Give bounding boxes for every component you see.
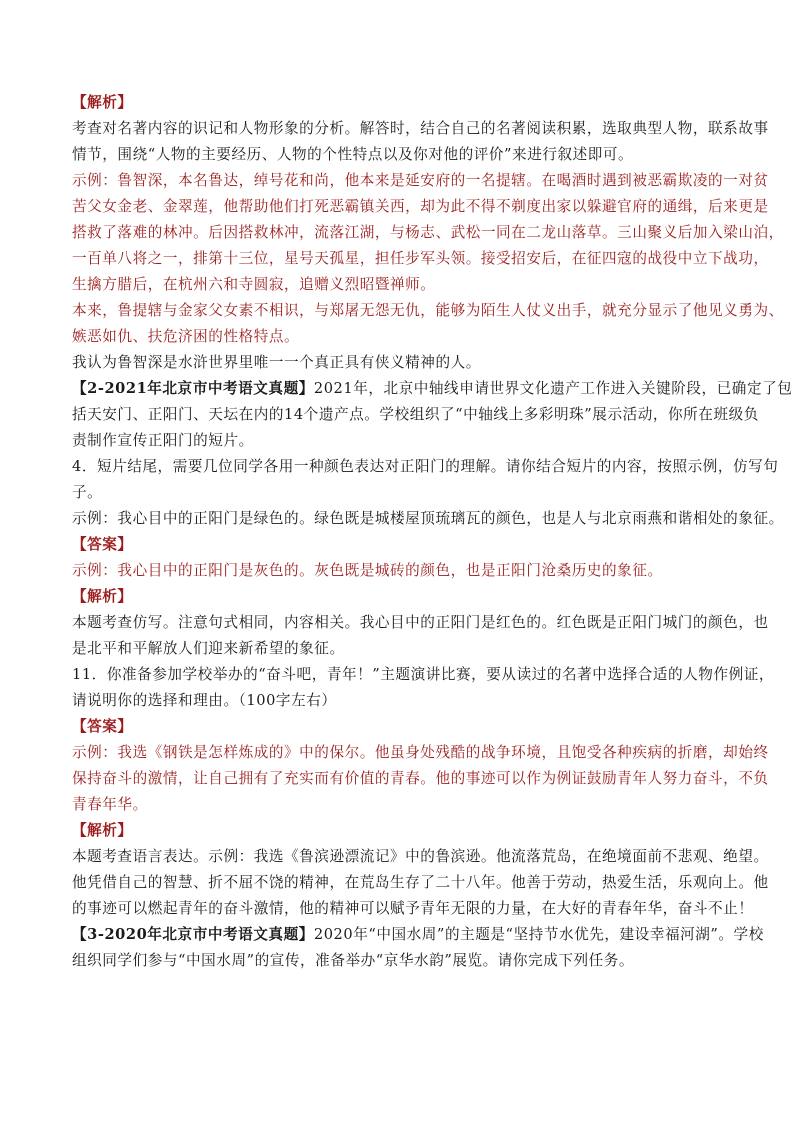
analysis-text-line: 生擒方腊后，在杭州六和寺圆寂，追赠义烈昭暨禅师。 [72, 276, 436, 293]
question-4-line: 子。 [72, 484, 103, 501]
question-11-line: 请说明你的选择和理由。（100字左右） [72, 692, 337, 709]
question-11-analysis-line: 的事迹可以燃起青年的奋斗激情，他的精神可以赋予青年无限的力量，在大好的青春年华，奋斗不止！ [72, 900, 754, 917]
question-intro-line: 组织同学们参与“中国水周”的宣传，准备举办“京华水韵”展览。请你完成下列任务。 [72, 952, 635, 969]
question-intro-text: 2020年“中国水周”的主题是“坚持节水优先，建设幸福河湖”。学校 [313, 926, 764, 943]
analysis-text-line: 考查对名著内容的识记和人物形象的分析。解答时，结合自己的名著阅读积累，选取典型人物，联系故事 [72, 120, 769, 137]
question-intro-line [72, 376, 793, 402]
question-4-line: 4．短片结尾，需要几位同学各用一种颜色表达对正阳门的理解。请你结合短片的内容，按照示例，仿写句 [72, 458, 779, 475]
analysis-heading: 【解析】 [72, 588, 133, 605]
question-11-analysis-line: 他凭借自己的智慧、折不屈不饶的精神，在荒岛生存了二十八年。他善于劳动，热爱生活，乐观向上。他 [72, 874, 769, 891]
analysis-text-line: 搭救了落难的林冲。后因搭救林冲，流落江湖，与杨志、武松一同在二龙山落草。三山聚义后加入梁山泊， [72, 224, 784, 241]
document-page [72, 90, 793, 974]
question-4-example: 示例：我心目中的正阳门是绿色的。绿色既是城楼屋顶琉璃瓦的颜色，也是人与北京雨燕和谐相处的象征。 [72, 510, 784, 527]
question-11-answer-line: 保持奋斗的激情，让自己拥有了充实而有价值的青春。他的事迹可以作为例证鼓励青年人努力奋斗，不负 [72, 770, 769, 787]
question-4-analysis-line: 本题考查仿写。注意句式相同，内容相关。我心目中的正阳门是红色的。红色既是正阳门城门的颜色，也 [72, 614, 769, 631]
analysis-text-line: 一百单八将之一，排第十三位，星号天孤星，担任步军头领。接受招安后，在征四寇的战役中立下战功， [72, 250, 769, 267]
question-4-analysis-line: 是北平和平解放人们迎来新希望的象征。 [72, 640, 345, 657]
analysis-heading: 【解析】 [72, 94, 133, 111]
question-11-answer-line: 青春年华。 [72, 796, 148, 813]
source-tag: 【3-2020年北京市中考语文真题】 [72, 926, 314, 943]
analysis-text-line: 情节，围绕“人物的主要经历、人物的个性特点以及你对他的评价”来进行叙述即可。 [72, 146, 634, 163]
question-intro-line: 括天安门、正阳门、天坛在内的14个遗产点。学校组织了“中轴线上多彩明珠”展示活动，你所在班级负 [72, 406, 759, 423]
question-4-answer: 示例：我心目中的正阳门是灰色的。灰色既是城砖的颜色，也是正阳门沧桑历史的象征。 [72, 562, 663, 579]
analysis-text-line: 嫉恶如仇、扶危济困的性格特点。 [72, 328, 300, 345]
question-11-answer-line: 示例：我选《钢铁是怎样炼成的》中的保尔。他虽身处残酷的战争环境，且饱受各种疾病的折磨，却始终 [72, 744, 769, 761]
analysis-text-line: 苦父女金老、金翠莲，他帮助他们打死恶霸镇关西，却为此不得不剃度出家以躲避官府的通缉，后来更是 [72, 198, 769, 215]
question-11-line: 11．你准备参加学校举办的“奋斗吧，青年！”主题演讲比赛，要从读过的名著中选择合适的人物作例证， [72, 666, 775, 683]
question-intro-text: 2021年，北京中轴线申请世界文化遗产工作进入关键阶段，已确定了包 [313, 380, 793, 397]
question-intro-line [72, 922, 764, 948]
analysis-text-line: 我认为鲁智深是水浒世界里唯一一个真正具有侠义精神的人。 [72, 354, 481, 371]
analysis-text-line: 本来，鲁提辖与金家父女素不相识，与郑屠无怨无仇，能够为陌生人仗义出手，就充分显示了他见义勇为、 [72, 302, 784, 319]
answer-heading: 【答案】 [72, 718, 133, 735]
analysis-heading: 【解析】 [72, 822, 133, 839]
analysis-text-line: 示例：鲁智深，本名鲁达，绰号花和尚，他本来是延安府的一名提辖。在喝酒时遇到被恶霸欺凌的一对贫 [72, 172, 769, 189]
question-11-analysis-line: 本题考查语言表达。示例：我选《鲁滨逊漂流记》中的鲁滨逊。他流落荒岛，在绝境面前不悲观、绝望。 [72, 848, 769, 865]
source-tag: 【2-2021年北京市中考语文真题】 [72, 380, 314, 397]
question-intro-line: 责制作宣传正阳门的短片。 [72, 432, 254, 449]
answer-heading: 【答案】 [72, 536, 133, 553]
